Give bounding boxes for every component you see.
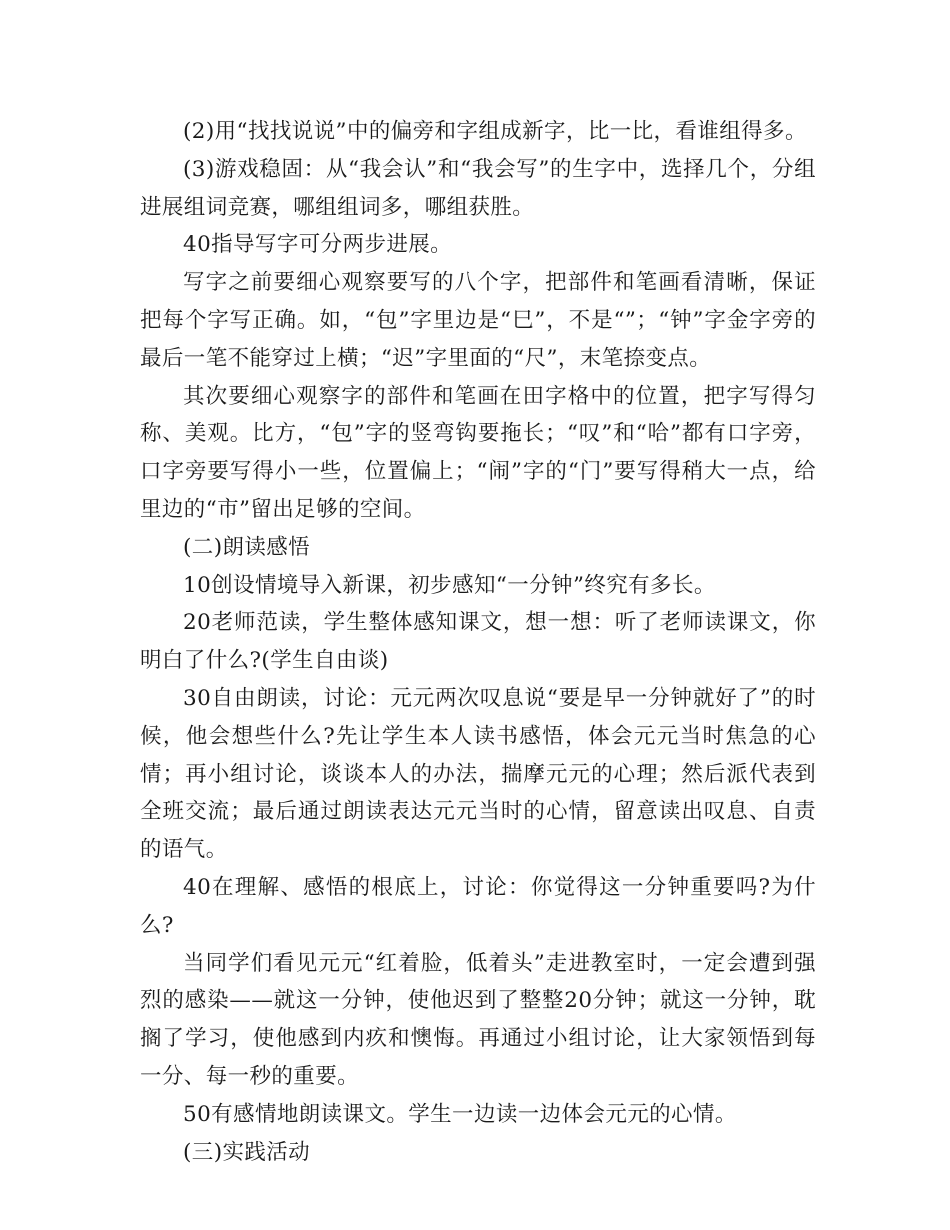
paragraph-game-consolidation: (3)游戏稳固：从“我会认”和“我会写”的生字中，选择几个，分组进展组词竞赛，哪组组词多，哪组获胜。 xyxy=(140,156,816,220)
paragraph-step-4: 40在理解、感悟的根底上，讨论：你觉得这一分钟重要吗?为什么? xyxy=(140,874,816,938)
paragraph-observe-strokes: 其次要细心观察字的部件和笔画在田字格中的位置，把字写得匀称、美观。比方，“包”字的竖弯钩要拖长；“叹”和“哈”都有口字旁，口字旁要写得小一些，位置偏上；“闹”字的“门”要写得稍大一点，给里边的“市”留出足够的空间。 xyxy=(140,383,816,522)
section-heading-practice: (三)实践活动 xyxy=(183,1139,311,1165)
document-body xyxy=(140,113,816,1171)
paragraph-step-3: 30自由朗读，讨论：元元两次叹息说“要是早一分钟就好了”的时候，他会想些什么?先让学生本人读书感悟，体会元元当时焦急的心情；再小组讨论，谈谈本人的办法，揣摩元元的心理；然后派代表到全班交流；最后通过朗读表达元元当时的心情，留意读出叹息、自责的语气。 xyxy=(140,685,816,863)
paragraph-step-2: 20老师范读，学生整体感知课文，想一想：听了老师读课文，你明白了什么?(学生自由谈) xyxy=(140,610,816,674)
section-heading-reading: (二)朗读感悟 xyxy=(183,534,311,560)
paragraph-writing-steps: 40指导写字可分两步进展。 xyxy=(183,232,453,258)
paragraph-step-1: 10创设情境导入新课，初步感知“一分钟”终究有多长。 xyxy=(183,572,716,598)
paragraph-step-5: 50有感情地朗读课文。学生一边读一边体会元元的心情。 xyxy=(183,1101,737,1127)
paragraph-find-and-say: (2)用“找找说说”中的偏旁和字组成新字，比一比，看谁组得多。 xyxy=(183,119,807,144)
paragraph-observe-characters: 写字之前要细心观察要写的八个字，把部件和笔画看清晰，保证把每个字写正确。如，“包”字里边是“巳”，不是“”；“钟”字金字旁的最后一笔不能穿过上横；“迟”字里面的“尺”，末笔捺变点。 xyxy=(140,270,816,371)
paragraph-step-4-detail: 当同学们看见元元“红着脸，低着头”走进教室时，一定会遭到强烈的感染——就这一分钟，使他迟到了整整20分钟；就这一分钟，耽搁了学习，使他感到内疚和懊悔。再通过小组讨论，让大家领悟到每一分、每一秒的重要。 xyxy=(140,950,816,1089)
